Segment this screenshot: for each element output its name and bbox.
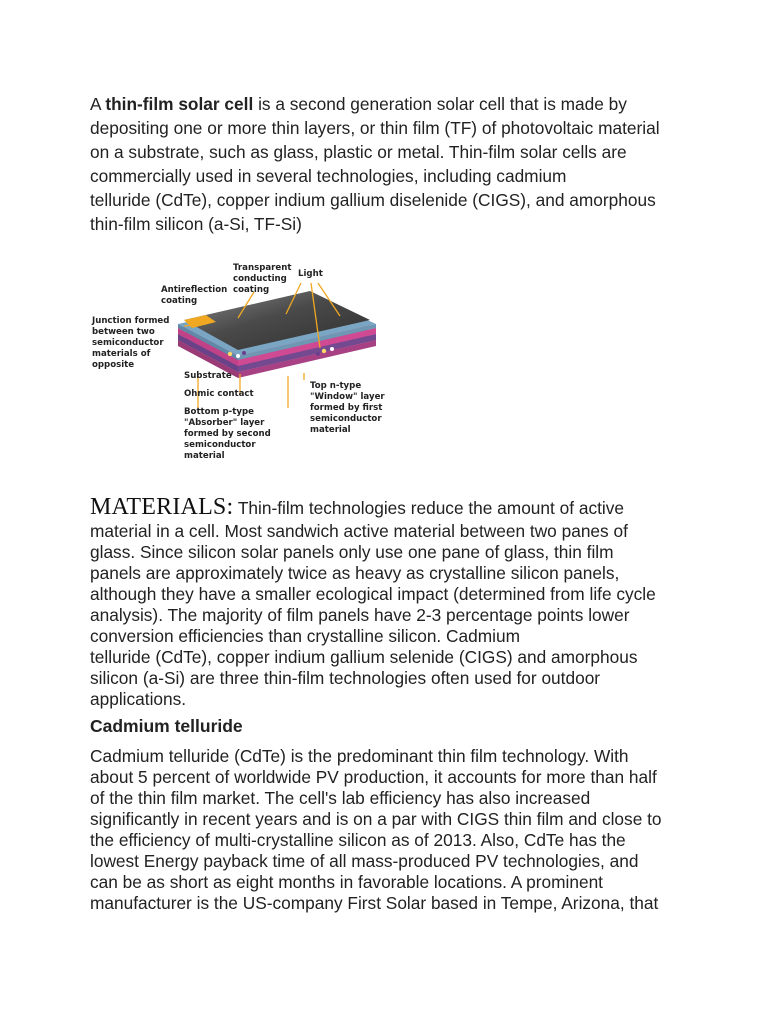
label-bottom-absorber: Bottom p-type "Absorber" layer formed by second semiconductor material [184,407,271,461]
thin-film-cell-diagram [88,258,388,470]
cdte-heading: Cadmium telluride [90,716,243,736]
materials-line-9: silicon (a-Si) are three thin-film technologies often used for outdoor [90,668,601,688]
label-junction: Junction formed between two semiconductor materials of opposite [92,316,170,370]
label-transparent-coating: Transparent conducting coating [233,263,292,295]
materials-line-6: analysis). The majority of film panels have 2-3 percentage points lower [90,605,630,625]
intro-term: thin-film solar cell [105,94,254,114]
intro-line-4: commercially used in several technologies, including cadmium [90,166,567,186]
materials-line-10: applications. [90,689,187,709]
intro-text: is a second generation solar cell that is made by [253,94,627,114]
intro-line-6: thin-film silicon (a-Si, TF-Si) [90,214,302,234]
intro-line-2: depositing one or more thin layers, or thin film (TF) of photovoltaic material [90,118,660,138]
materials-line-1 [90,494,624,521]
label-light: Light [298,269,323,279]
label-substrate: Substrate [184,371,232,381]
cdte-line-7: can be as short as eight months in favorable locations. A prominent [90,872,603,892]
materials-line-5: although they have a smaller ecological impact (determined from life cycle [90,584,656,604]
cdte-line-4: significantly in recent years and is on a par with CIGS thin film and close to [90,809,662,829]
cdte-line-8: manufacturer is the US-company First Solar based in Tempe, Arizona, that [90,893,659,913]
intro-prefix: A [90,94,106,114]
intro-line-5: telluride (CdTe), copper indium gallium diselenide (CIGS), and amorphous [90,190,656,210]
cdte-line-5: the efficiency of multi-crystalline silicon as of 2013. Also, CdTe has the [90,830,626,850]
label-top-window: Top n-type "Window" layer formed by first semiconductor material [310,381,385,435]
materials-heading: MATERIALS: [90,494,234,520]
materials-line-3: glass. Since silicon solar panels only use one pane of glass, thin film [90,542,614,562]
materials-line-2: material in a cell. Most sandwich active material between two panes of [90,521,628,541]
cdte-line-2: about 5 percent of worldwide PV production, it accounts for more than half [90,767,657,787]
materials-text: Thin-film technologies reduce the amount of active [233,498,624,518]
label-ohmic-contact: Ohmic contact [184,389,254,399]
cdte-line-3: of the thin film market. The cell's lab efficiency has also increased [90,788,591,808]
intro-line-3: on a substrate, such as glass, plastic or metal. Thin-film solar cells are [90,142,627,162]
cdte-line-6: lowest Energy payback time of all mass-produced PV technologies, and [90,851,639,871]
materials-line-7: conversion efficiencies than crystalline silicon. Cadmium [90,626,520,646]
materials-line-8: telluride (CdTe), copper indium gallium selenide (CIGS) and amorphous [90,647,638,667]
materials-line-4: panels are approximately twice as heavy as crystalline silicon panels, [90,563,620,583]
cdte-line-1: Cadmium telluride (CdTe) is the predominant thin film technology. With [90,746,629,766]
label-antireflection: Antireflection coating [161,285,228,306]
intro-line-1 [90,94,627,114]
